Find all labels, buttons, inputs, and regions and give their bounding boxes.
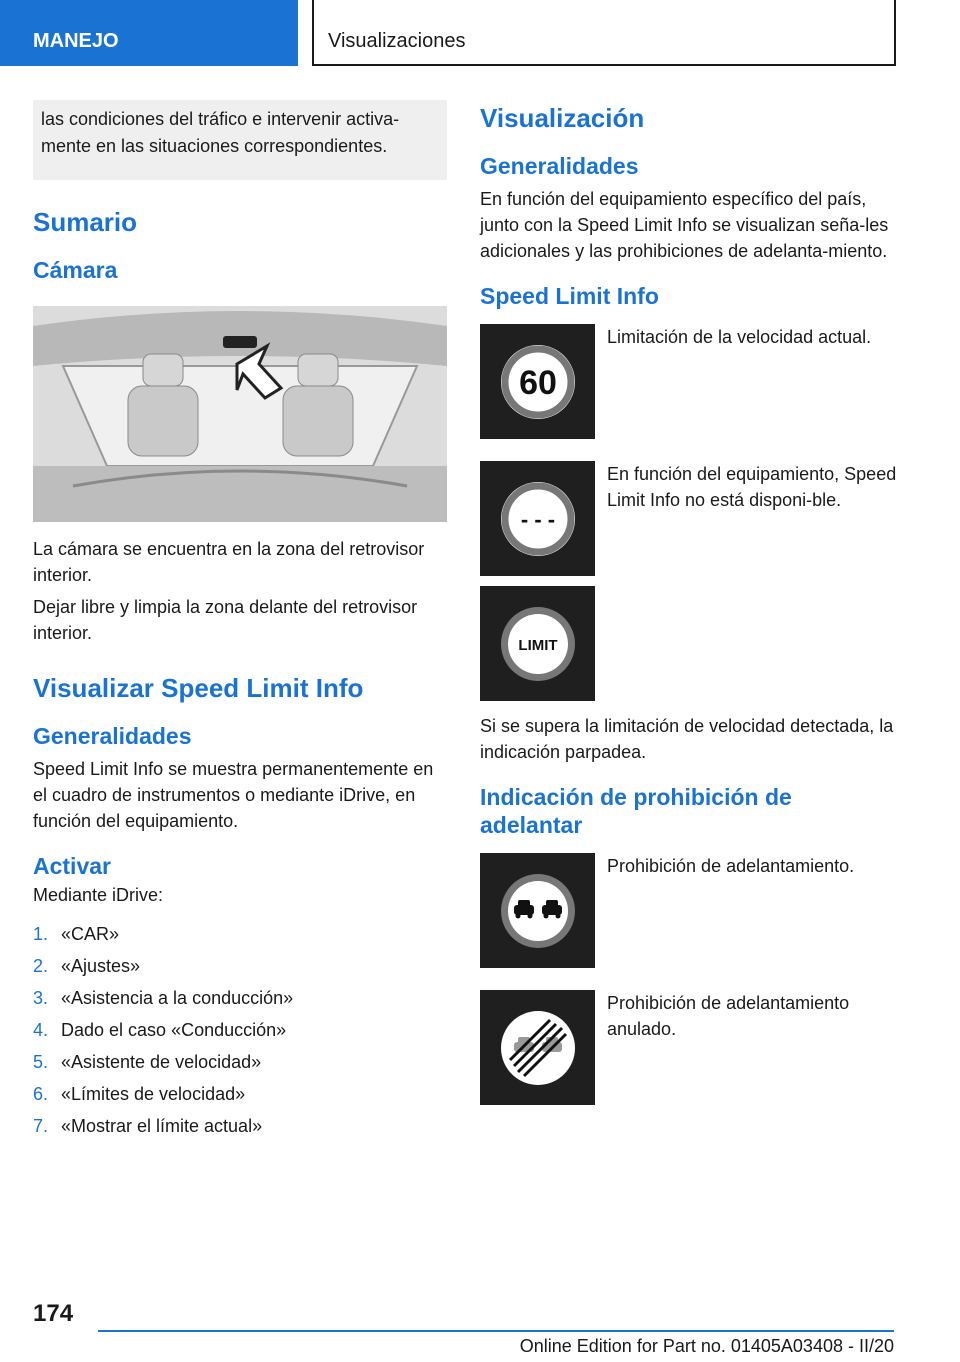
list-item xyxy=(33,982,447,1014)
step-text: «Asistente de velocidad» xyxy=(61,1052,262,1072)
heading-prohibicion: Indicación de prohibición de adelantar xyxy=(480,784,792,838)
sign-row-60 xyxy=(480,324,900,439)
list-item xyxy=(33,918,447,950)
list-item xyxy=(33,1110,447,1142)
car-interior-drawing xyxy=(33,306,447,522)
step-text: «CAR» xyxy=(61,924,120,944)
heading-speed-limit-info: Speed Limit Info xyxy=(480,283,659,309)
sign-row-no-overtake xyxy=(480,853,900,968)
exceed-paragraph: Si se supera la limitación de velocidad detectada, la indicación parpadea. xyxy=(480,716,894,762)
speed-limit-60-icon xyxy=(480,324,595,439)
sign-60-label: 60 xyxy=(518,363,557,402)
sign-row-end-no-overtake xyxy=(480,990,900,1105)
step-text: «Asistencia a la conducción» xyxy=(61,988,294,1008)
camera-location-illustration xyxy=(33,306,447,522)
end-of-no-overtaking-icon xyxy=(480,990,595,1105)
step-number: 4. xyxy=(33,1020,49,1040)
generalidades-paragraph-left: Speed Limit Info se muestra permanentemente en el cuadro de instrumentos o mediante iDrive, en función del equipamiento. xyxy=(33,759,434,831)
speed-limit-unavailable-icon xyxy=(480,461,595,576)
list-item xyxy=(33,1078,447,1110)
camara-paragraph-2: Dejar libre y limpia la zona delante del retrovisor interior. xyxy=(33,597,418,643)
camara-paragraph-1: La cámara se encuentra en la zona del retrovisor interior. xyxy=(33,539,425,585)
heading-visualizar: Visualizar Speed Limit Info xyxy=(33,673,364,703)
section-tab xyxy=(0,0,298,66)
generalidades-paragraph-right: En función del equipamiento específico del país, junto con la Speed Limit Info se visualizan seña-les adicionales y las prohibiciones de adelanta-miento. xyxy=(480,189,889,261)
heading-generalidades-right: Generalidades xyxy=(480,153,639,179)
sign-unavailable-description: En función del equipamiento, Speed Limit Info no está disponi-ble. xyxy=(607,464,897,510)
activar-intro: Mediante iDrive: xyxy=(33,885,164,905)
step-number: 2. xyxy=(33,956,49,976)
no-overtaking-icon xyxy=(480,853,595,968)
list-item xyxy=(33,1046,447,1078)
sign-row-unavailable xyxy=(480,461,900,576)
speed-limit-limit-icon xyxy=(480,586,595,701)
heading-sumario: Sumario xyxy=(33,207,138,237)
step-text: «Mostrar el límite actual» xyxy=(61,1116,263,1136)
step-text: «Ajustes» xyxy=(61,956,141,976)
page-number: 174 xyxy=(33,1300,74,1327)
section-label: MANEJO xyxy=(33,30,119,52)
step-number: 5. xyxy=(33,1052,49,1072)
edition-note: Online Edition for Part no. 01405A03408 - II/20 xyxy=(519,1336,894,1356)
chapter-label: Visualizaciones xyxy=(328,30,466,52)
no-overtake-description: Prohibición de adelantamiento. xyxy=(607,856,855,876)
left-column xyxy=(33,100,447,1142)
sign-row-limit xyxy=(480,586,900,701)
activation-steps xyxy=(33,918,447,1142)
step-text: «Límites de velocidad» xyxy=(61,1084,246,1104)
step-number: 6. xyxy=(33,1084,49,1104)
list-item xyxy=(33,1014,447,1046)
step-number: 7. xyxy=(33,1116,49,1136)
sign-60-description: Limitación de la velocidad actual. xyxy=(607,327,872,347)
footer-divider xyxy=(98,1330,894,1332)
sign-limit-label: LIMIT xyxy=(517,636,558,654)
chapter-header xyxy=(312,0,896,66)
heading-generalidades-left: Generalidades xyxy=(33,723,192,749)
sign-dash-label: - - - xyxy=(520,506,555,532)
heading-camara: Cámara xyxy=(33,257,118,283)
step-number: 3. xyxy=(33,988,49,1008)
list-item xyxy=(33,950,447,982)
step-text: Dado el caso «Conducción» xyxy=(61,1020,287,1040)
end-no-overtake-description: Prohibición de adelantamiento anulado. xyxy=(607,993,850,1039)
heading-activar: Activar xyxy=(33,853,111,879)
note-box: las condiciones del tráfico e intervenir activa-mente en las situaciones correspondientes. xyxy=(33,100,447,180)
right-column xyxy=(480,100,900,1105)
heading-visualizacion: Visualización xyxy=(480,103,645,133)
step-number: 1. xyxy=(33,924,49,944)
